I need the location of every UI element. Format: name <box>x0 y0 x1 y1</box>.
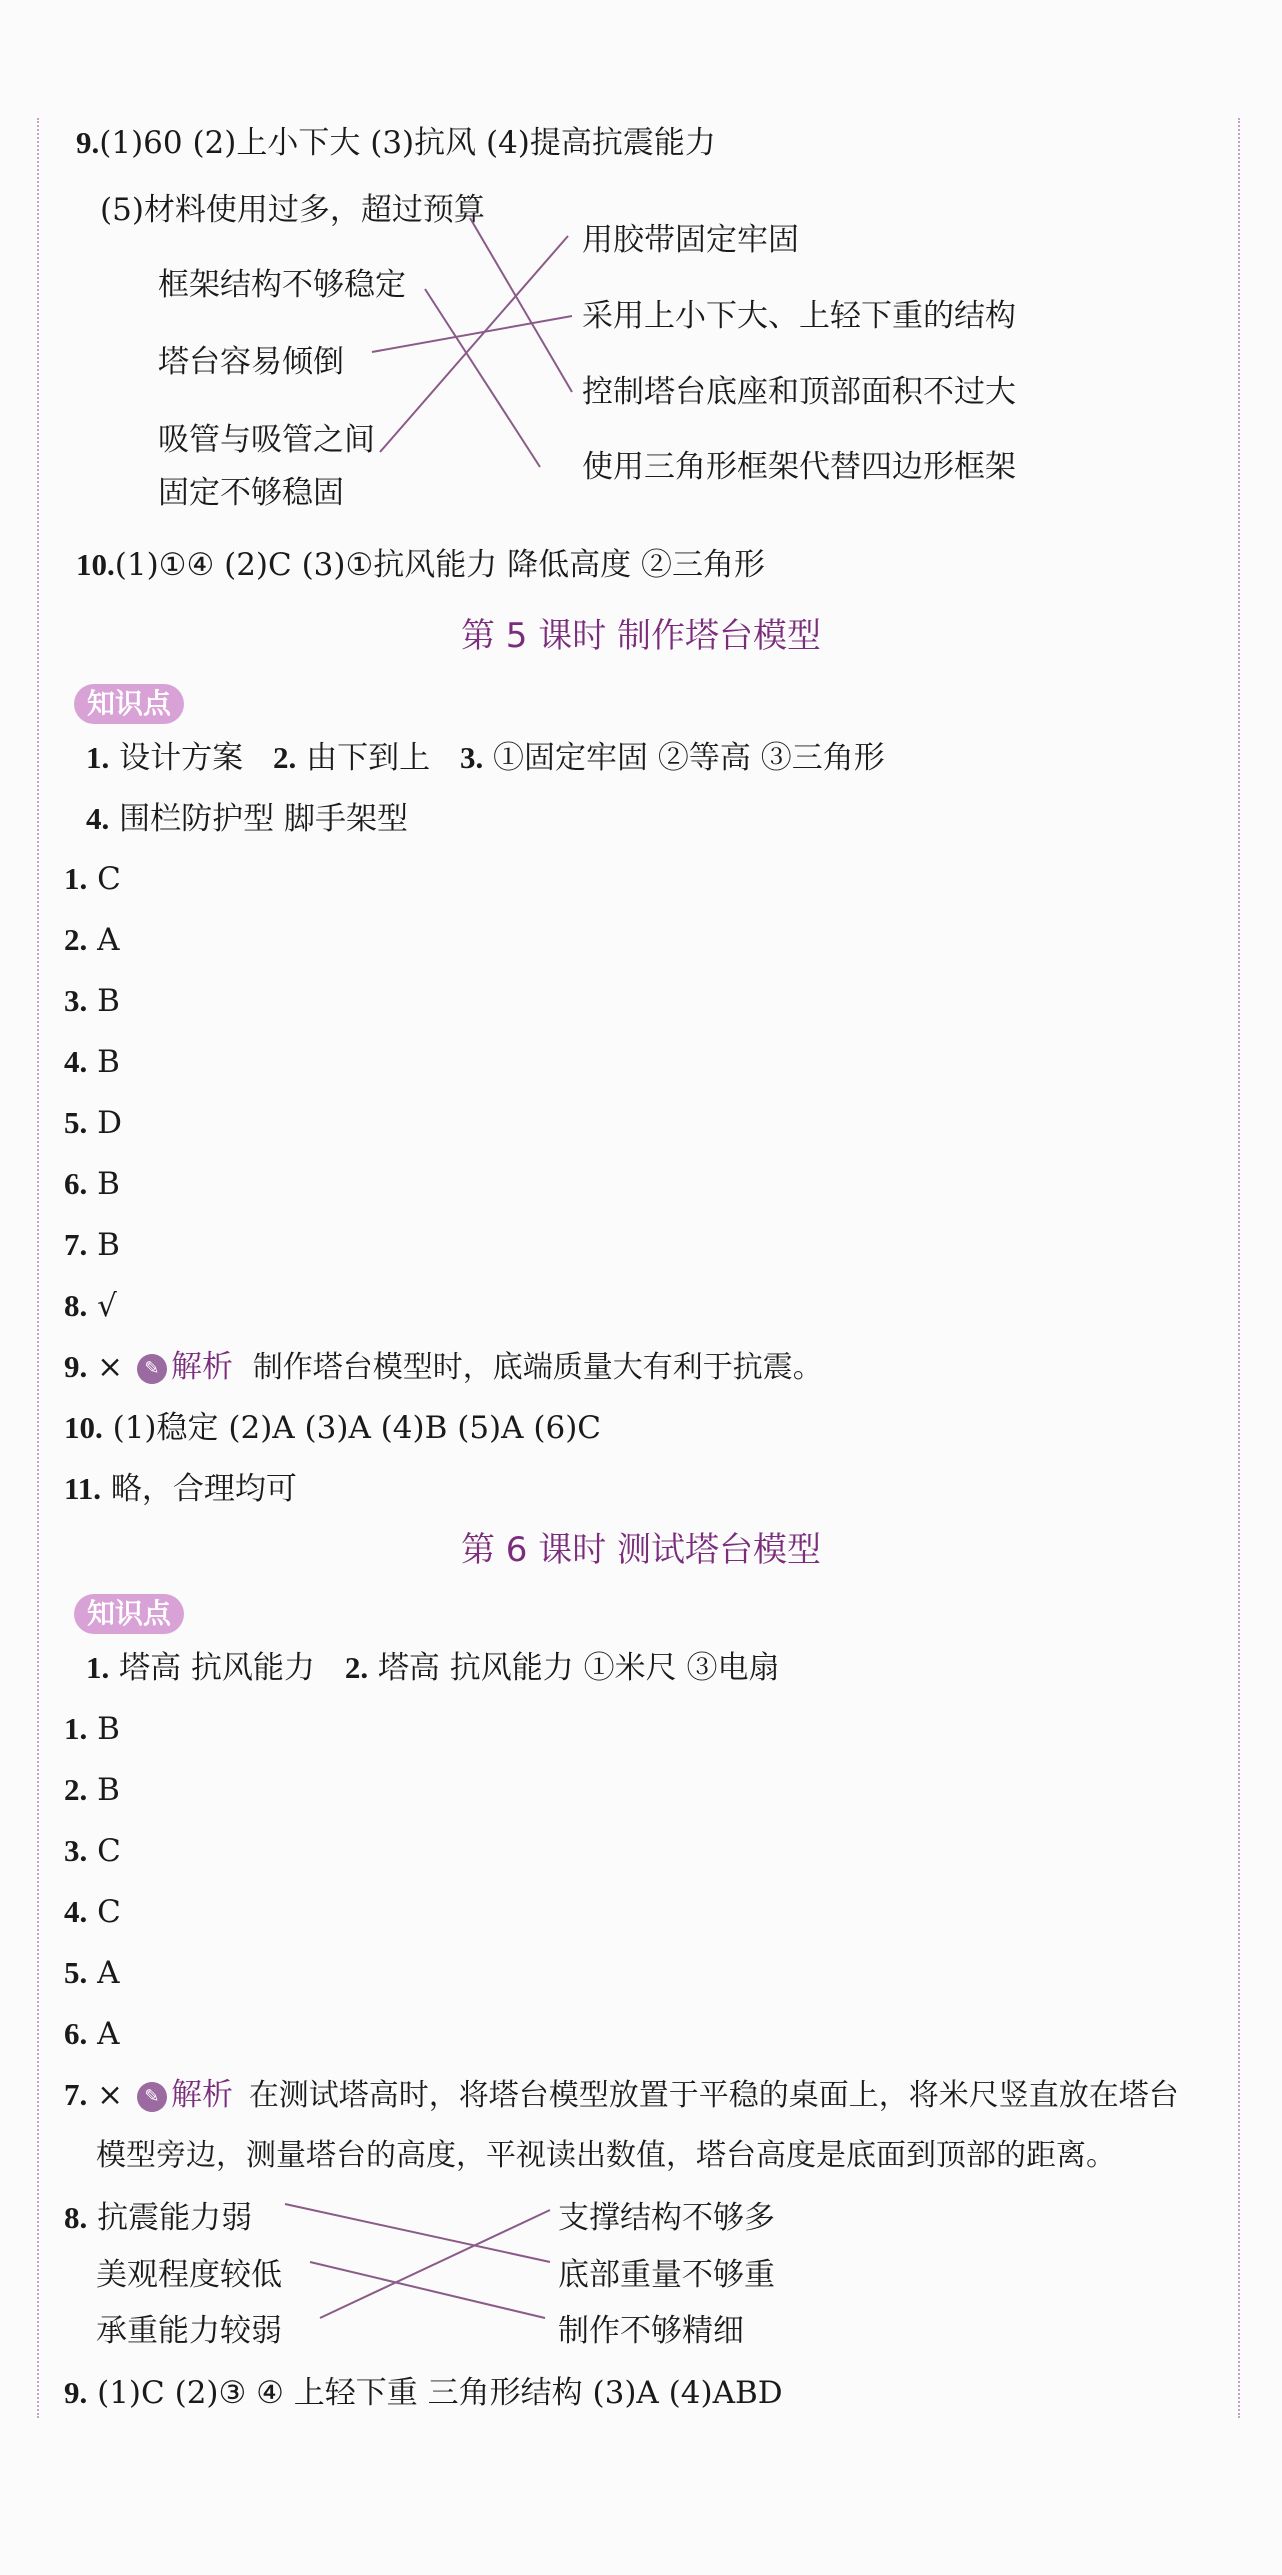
lesson6-answer-5: 5. A <box>64 1955 120 1991</box>
q9-link-4 <box>470 218 572 392</box>
lesson6-answer-8: 8. 抗震能力弱 <box>64 2200 253 2236</box>
q9-left-item-2: 塔台容易倾倒 <box>158 344 344 380</box>
lesson5-answer-7: 7. B <box>64 1227 120 1263</box>
analysis-icon: ✎ <box>137 1354 167 1384</box>
lesson6-knowledge-line1: 1. 塔高 抗风能力 2. 塔高 抗风能力 ①米尺 ③电扇 <box>86 1650 780 1686</box>
lesson5-answer-11: 11. 略，合理均可 <box>64 1471 297 1507</box>
q9-link-1 <box>425 289 540 467</box>
analysis-label: 解析 <box>170 2077 233 2113</box>
lesson6-answer-7-line2: 模型旁边，测量塔台的高度，平视读出数值，塔台高度是底面到顶部的距离。 <box>96 2138 1116 2173</box>
lesson5-answer-1: 1. C <box>64 861 121 897</box>
q9-right-item-4: 使用三角形框架代替四边形框架 <box>582 449 1016 485</box>
q9-left-item-1: 框架结构不够稳定 <box>158 267 406 303</box>
lesson5-answer-5: 5. D <box>64 1105 122 1141</box>
q8-link-3 <box>320 2210 550 2318</box>
q9-top-sub5: (5)材料使用过多，超过预算 <box>100 192 485 228</box>
q8-left-item-3: 承重能力较弱 <box>96 2313 282 2349</box>
q9-link-3 <box>380 236 568 452</box>
q9-left-item-4: 固定不够稳固 <box>158 475 344 511</box>
lesson5-answer-8: 8. √ <box>64 1288 117 1324</box>
q8-right-item-1: 支撑结构不够多 <box>558 2200 775 2236</box>
q8-right-item-3: 制作不够精细 <box>558 2313 744 2349</box>
lesson5-knowledge-line2: 4. 围栏防护型 脚手架型 <box>86 801 408 837</box>
lesson6-answer-6: 6. A <box>64 2016 120 2052</box>
q9-right-item-1: 用胶带固定牢固 <box>582 222 799 258</box>
lesson6-answer-3: 3. C <box>64 1833 121 1869</box>
lesson5-answer-3: 3. B <box>64 983 120 1019</box>
q8-right-item-2: 底部重量不够重 <box>558 2257 775 2293</box>
lesson5-answer-4: 4. B <box>64 1044 120 1080</box>
lesson6-answer-1: 1. B <box>64 1711 120 1747</box>
lesson5-answer-6: 6. B <box>64 1166 120 1202</box>
lesson5-title: 第 5 课时 制作塔台模型 <box>460 616 822 656</box>
q8-link-2 <box>310 2262 545 2318</box>
analysis-label: 解析 <box>170 1349 233 1385</box>
q8-left-item-2: 美观程度较低 <box>96 2257 282 2293</box>
lesson5-answer-2: 2. A <box>64 922 120 958</box>
q8-link-1 <box>285 2204 550 2262</box>
q9-left-item-3: 吸管与吸管之间 <box>158 422 375 458</box>
lesson5-answer-9: 9. × ✎ 解析 制作塔台模型时，底端质量大有利于抗震。 <box>64 1349 823 1385</box>
lesson5-knowledge-badge: 知识点 <box>74 684 184 724</box>
analysis-icon: ✎ <box>137 2082 167 2112</box>
lesson6-answer-7: 7. × ✎ 解析 在测试塔高时，将塔台模型放置于平稳的桌面上，将米尺竖直放在塔台 <box>64 2077 1179 2113</box>
lesson6-answer-2: 2. B <box>64 1772 120 1808</box>
q9-right-item-2: 采用上小下大、上轻下重的结构 <box>582 298 1016 334</box>
lesson6-title: 第 6 课时 测试塔台模型 <box>460 1530 822 1570</box>
lesson5-answer-10: 10. (1)稳定 (2)A (3)A (4)B (5)A (6)C <box>64 1410 602 1446</box>
q9-top-answer: 9.(1)60 (2)上小下大 (3)抗风 (4)提高抗震能力 <box>76 125 716 161</box>
lesson5-knowledge-line1: 1. 设计方案 2. 由下到上 3. ①固定牢固 ②等高 ③三角形 <box>86 740 885 776</box>
q10-top-answer: 10.(1)①④ (2)C (3)①抗风能力 降低高度 ②三角形 <box>76 547 765 583</box>
lesson6-answer-9: 9. (1)C (2)③ ④ 上轻下重 三角形结构 (3)A (4)ABD <box>64 2375 783 2411</box>
q9-right-item-3: 控制塔台底座和顶部面积不过大 <box>582 374 1016 410</box>
lesson6-knowledge-badge: 知识点 <box>74 1594 184 1634</box>
lesson6-answer-4: 4. C <box>64 1894 121 1930</box>
